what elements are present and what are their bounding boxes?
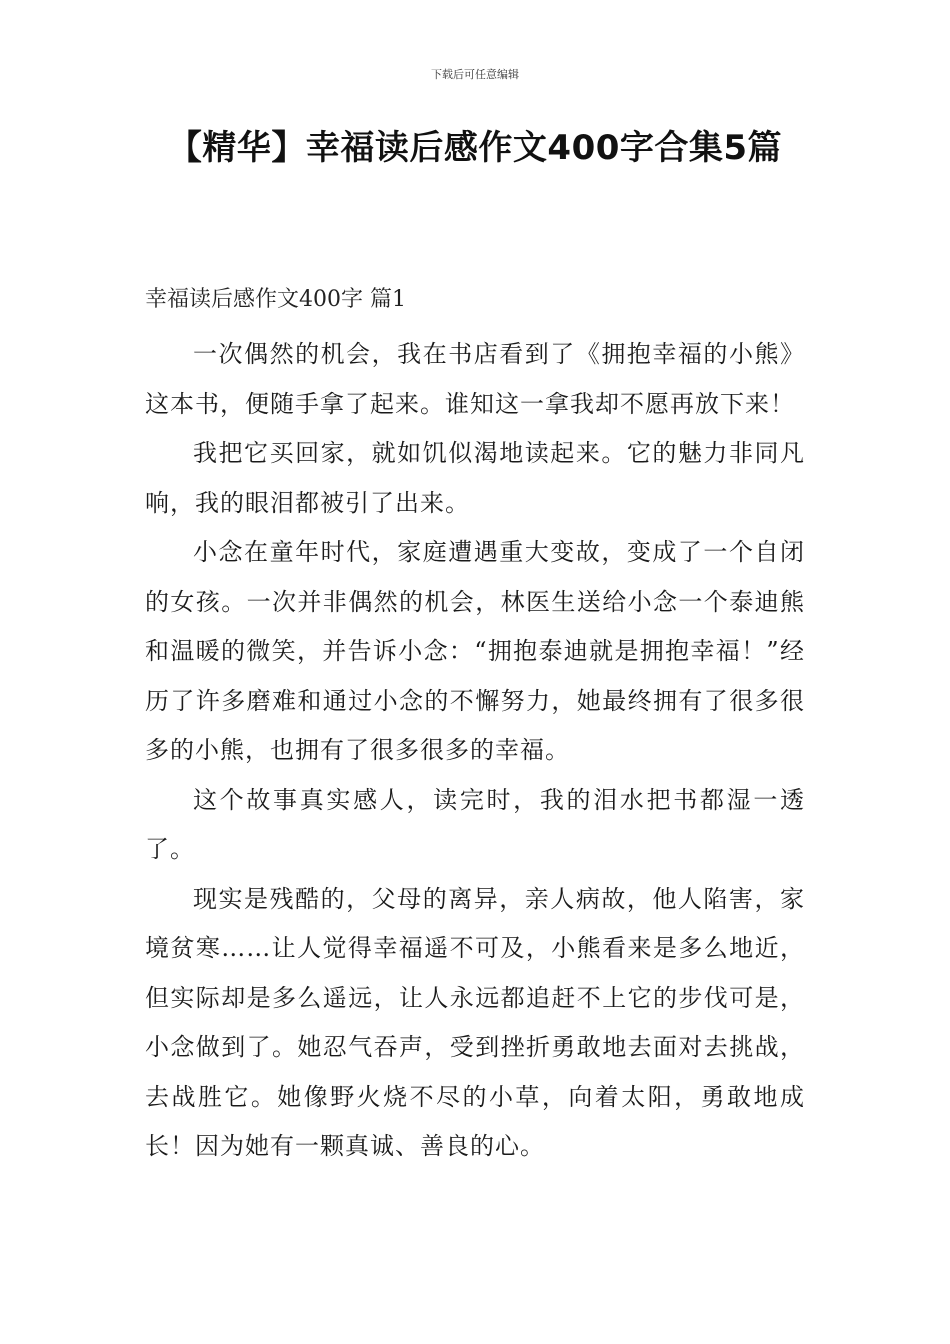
- paragraph: 一次偶然的机会，我在书店看到了《拥抱幸福的小熊》这本书，便随手拿了起来。谁知这一拿我却不愿再放下来！: [145, 340, 805, 418]
- paragraph: 小念在童年时代，家庭遭遇重大变故，变成了一个自闭的女孩。一次并非偶然的机会，林医生送给小念一个泰迪熊和温暖的微笑，并告诉小念：“拥抱泰迪就是拥抱幸福！”经历了许多磨难和通过小念的不懈努力，她最终拥有了很多很多的小熊，也拥有了很多很多的幸福。: [145, 538, 805, 764]
- paragraph: 我把它买回家，就如饥似渴地读起来。它的魅力非同凡响，我的眼泪都被引了出来。: [145, 439, 805, 517]
- document-body: [145, 330, 805, 1172]
- section-heading: 幸福读后感作文400字 篇1: [145, 287, 406, 312]
- header-note: 下载后可任意编辑: [431, 68, 519, 81]
- paragraph: 这个故事真实感人，读完时，我的泪水把书都湿一透了。: [145, 785, 805, 863]
- paragraph: 现实是残酷的，父母的离异，亲人病故，他人陷害，家境贫寒……让人觉得幸福遥不可及，小熊看来是多么地近，但实际却是多么遥远，让人永远都追赶不上它的步伐可是，小念做到了。她忍气吞声，受到挫折勇敢地去面对去挑战，去战胜它。她像野火烧不尽的小草，向着太阳，勇敢地成长！因为她有一颗真诚、善良的心。: [145, 884, 805, 1160]
- document-title: 【精华】幸福读后感作文400字合集5篇: [167, 128, 783, 168]
